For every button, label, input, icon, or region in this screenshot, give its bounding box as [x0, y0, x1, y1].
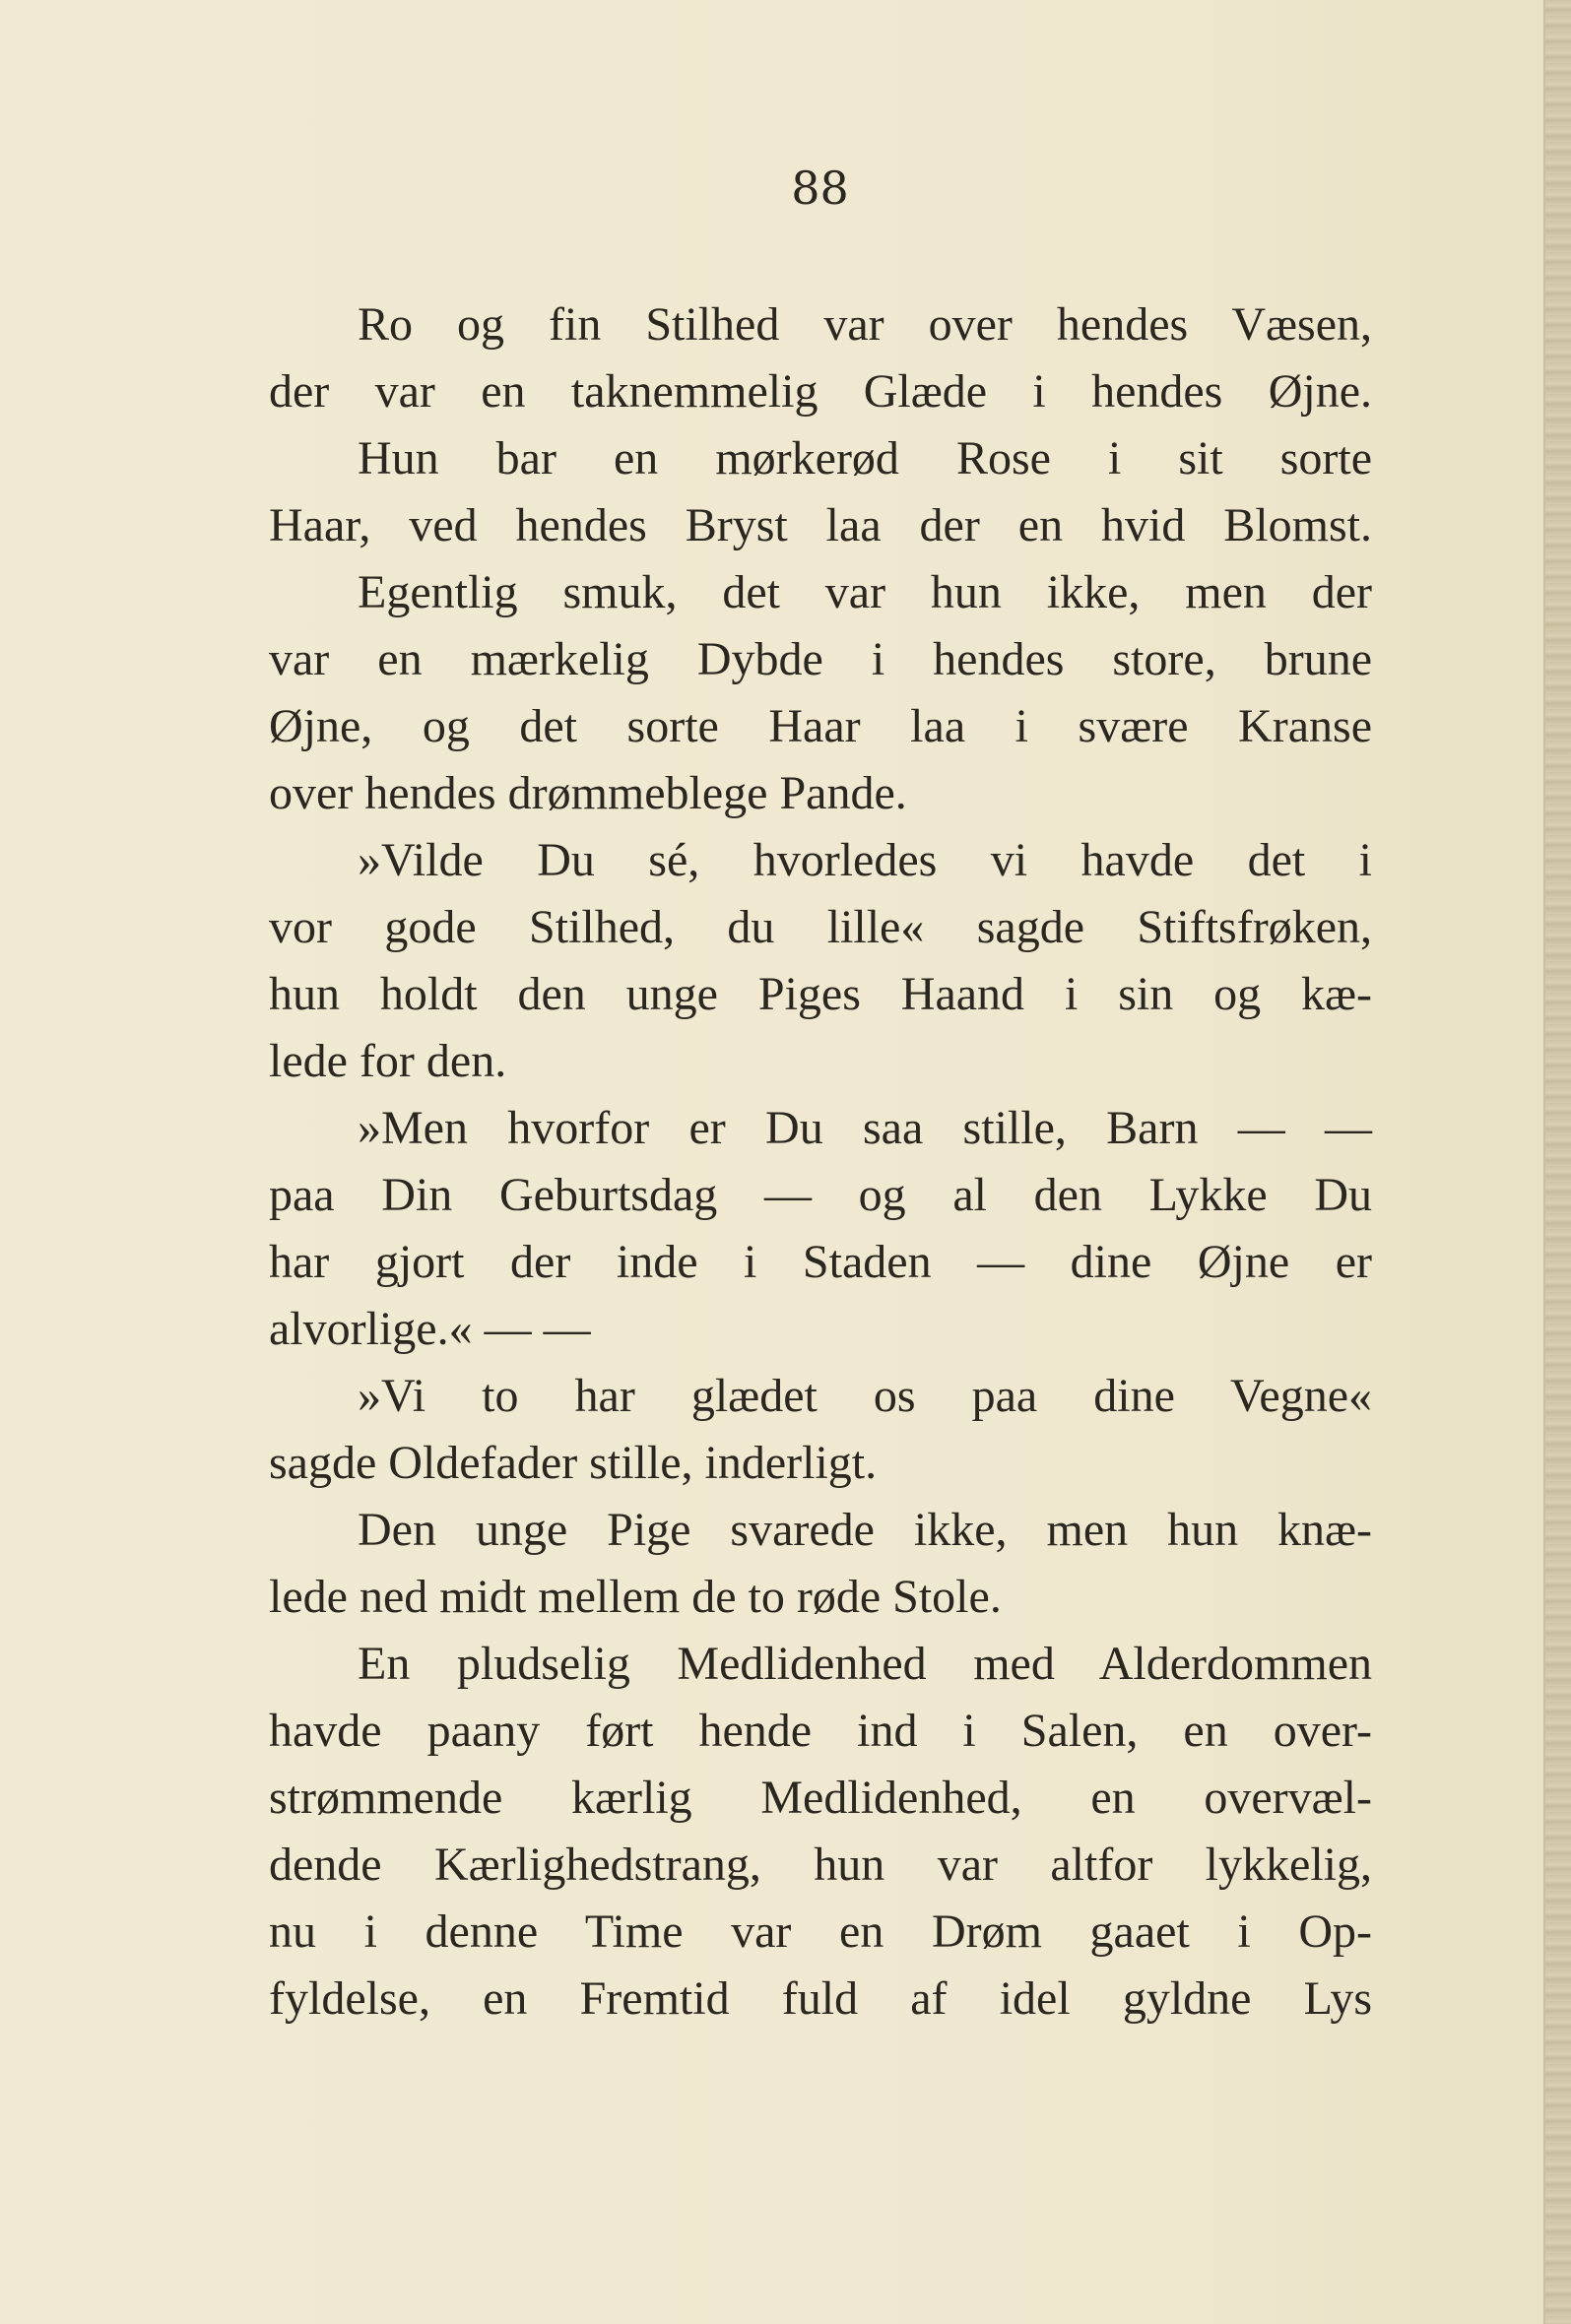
text-line: nu i denne Time var en Drøm gaaet i Op- — [269, 1905, 1372, 1958]
text-line: Ro og fin Stilhed var over hendes Væsen, — [358, 298, 1372, 351]
text-line: vor gode Stilhed, du lille« sagde Stiftsfrøken, — [269, 901, 1372, 953]
text-line: Den unge Pige svarede ikke, men hun knæ- — [358, 1504, 1372, 1556]
text-line: var en mærkelig Dybde i hendes store, brune — [269, 633, 1372, 685]
text-line: hun holdt den unge Piges Haand i sin og kæ- — [269, 968, 1372, 1020]
text-line: havde paany ført hende ind i Salen, en over- — [269, 1705, 1372, 1757]
text-line: dende Kærlighedstrang, hun var altfor lykkelig, — [269, 1839, 1372, 1891]
text-line: »Vi to har glædet os paa dine Vegne« — [358, 1370, 1372, 1422]
text-line: alvorlige.« — — — [269, 1303, 591, 1355]
text-line: Haar, ved hendes Bryst laa der en hvid Blomst. — [269, 499, 1372, 551]
page-edge — [1543, 0, 1571, 2324]
text-line: sagde Oldefader stille, inderligt. — [269, 1437, 878, 1489]
text-line: Øjne, og det sorte Haar laa i svære Kranse — [269, 700, 1372, 752]
text-line: En pludselig Medlidenhed med Alderdommen — [358, 1638, 1372, 1690]
text-line: Egentlig smuk, det var hun ikke, men der — [358, 566, 1372, 618]
text-line: »Vilde Du sé, hvorledes vi havde det i — [358, 834, 1372, 886]
page-number: 88 — [791, 161, 849, 215]
text-line: strømmende kærlig Medlidenhed, en overvæl- — [269, 1772, 1372, 1824]
text-line: Hun bar en mørkerød Rose i sit sorte — [358, 432, 1372, 484]
text-line: har gjort der inde i Staden — dine Øjne er — [269, 1236, 1372, 1288]
text-line: fyldelse, en Fremtid fuld af idel gyldne Lys — [269, 1972, 1372, 2025]
text-line: lede for den. — [269, 1035, 507, 1087]
text-line: »Men hvorfor er Du saa stille, Barn — — — [358, 1102, 1372, 1154]
text-line: lede ned midt mellem de to røde Stole. — [269, 1571, 1002, 1623]
text-line: der var en taknemmelig Glæde i hendes Øjne. — [269, 365, 1372, 418]
text-line: paa Din Geburtsdag — og al den Lykke Du — [269, 1169, 1372, 1221]
body-text — [269, 291, 1372, 2033]
text-line: over hendes drømmeblege Pande. — [269, 767, 907, 819]
